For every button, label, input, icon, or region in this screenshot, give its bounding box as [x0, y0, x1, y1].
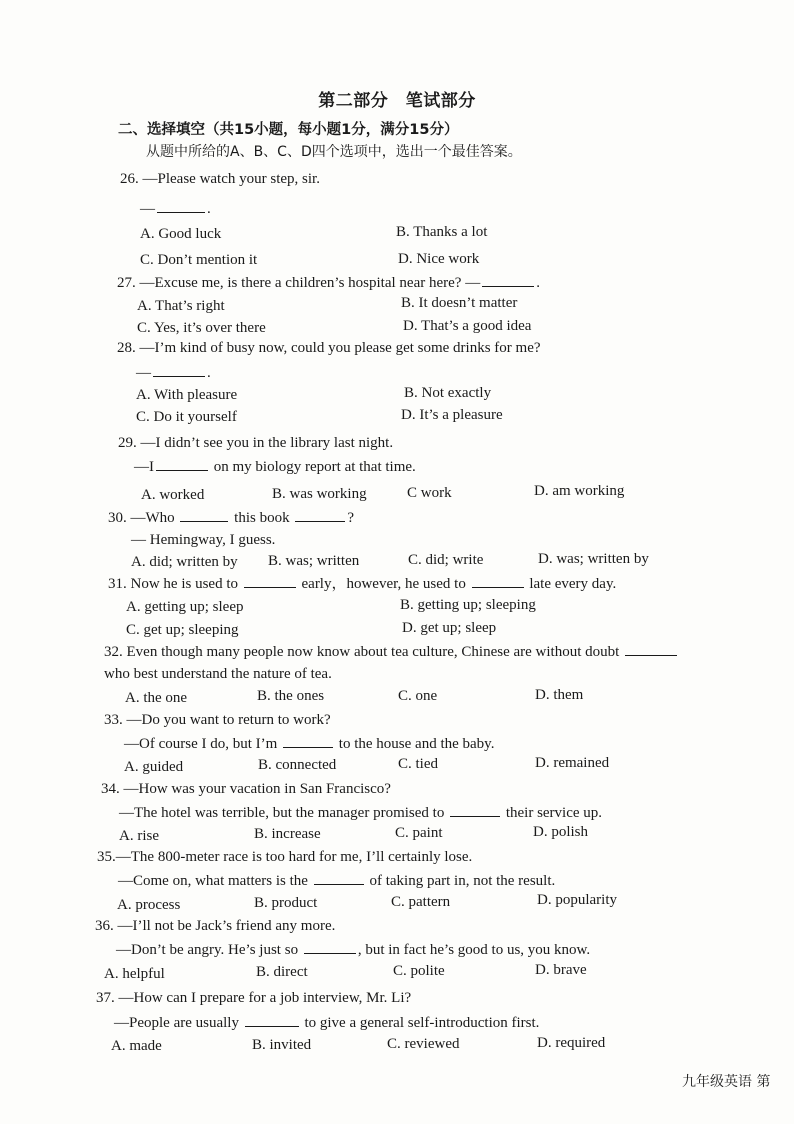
question-26-option-b: B. Thanks a lot	[396, 224, 488, 240]
page-title: 第二部分 笔试部分	[318, 91, 476, 111]
answer-blank	[304, 940, 356, 954]
answer-blank	[156, 457, 208, 471]
question-35-reply: —Come on, what matters is the of taking part in, not the result.	[118, 873, 556, 889]
question-27-option-c: C. Yes, it’s over there	[137, 320, 266, 336]
question-29-stem: 29. —I didn’t see you in the library last night.	[118, 435, 394, 451]
page-footer: 九年级英语 第	[682, 1074, 771, 1090]
question-27-option-b: B. It doesn’t matter	[401, 295, 518, 311]
question-27-option-a: A. That’s right	[137, 298, 225, 314]
question-33-option-c: C. tied	[398, 756, 438, 772]
question-30-option-b: B. was; written	[268, 553, 360, 569]
question-37-option-a: A. made	[111, 1038, 162, 1054]
answer-blank	[157, 199, 205, 213]
question-32-option-b: B. the ones	[257, 688, 325, 704]
answer-blank	[314, 871, 364, 885]
answer-blank	[283, 734, 333, 748]
question-32-option-c: C. one	[398, 688, 438, 704]
question-28-option-c: C. Do it yourself	[136, 409, 237, 425]
question-29-option-d: D. am working	[534, 483, 625, 499]
question-26-reply: — .	[140, 201, 211, 217]
question-29-option-c: C work	[407, 485, 452, 501]
question-37-option-c: C. reviewed	[387, 1036, 460, 1052]
question-29-option-a: A. worked	[141, 487, 205, 503]
question-34-reply: —The hotel was terrible, but the manager promised to their service up.	[119, 805, 603, 821]
question-28-stem: 28. —I’m kind of busy now, could you please get some drinks for me?	[117, 340, 541, 356]
question-35-option-a: A. process	[117, 897, 181, 913]
question-32-option-a: A. the one	[125, 690, 188, 706]
question-35-option-d: D. popularity	[537, 892, 617, 908]
question-32-stem-line2: who best understand the nature of tea.	[104, 666, 332, 682]
question-31-option-a: A. getting up; sleep	[126, 599, 244, 615]
question-33-stem: 33. —Do you want to return to work?	[104, 712, 331, 728]
question-31-option-b: B. getting up; sleeping	[400, 597, 536, 613]
question-34-option-d: D. polish	[533, 824, 589, 840]
question-37-reply: —People are usually to give a general self-introduction first.	[114, 1015, 540, 1031]
answer-blank	[472, 574, 524, 588]
answer-blank	[295, 508, 345, 522]
question-28-reply: — .	[136, 365, 211, 381]
question-36-option-c: C. polite	[393, 963, 445, 979]
question-31-option-d: D. get up; sleep	[402, 620, 497, 636]
question-30-option-a: A. did; written by	[131, 554, 238, 570]
answer-blank	[244, 574, 296, 588]
question-34-option-b: B. increase	[254, 826, 321, 842]
question-26-option-a: A. Good luck	[140, 226, 222, 242]
question-34-stem: 34. —How was your vacation in San Francisco?	[101, 781, 391, 797]
question-32-option-d: D. them	[535, 687, 584, 703]
question-30-option-d: D. was; written by	[538, 551, 649, 567]
section-heading: 二、选择填空（共15小题，每小题1分，满分15分）	[118, 122, 459, 138]
answer-blank	[153, 363, 205, 377]
answer-blank	[245, 1013, 299, 1027]
question-37-option-b: B. invited	[252, 1037, 312, 1053]
question-30-reply: — Hemingway, I guess.	[131, 532, 276, 548]
section-instruction: 从题中所给的A、B、C、D四个选项中，选出一个最佳答案。	[146, 144, 522, 160]
question-33-option-b: B. connected	[258, 757, 337, 773]
question-27-option-d: D. That’s a good idea	[403, 318, 532, 334]
question-32-stem: 32. Even though many people now know about tea culture, Chinese are without doubt	[104, 642, 679, 661]
question-35-option-c: C. pattern	[391, 894, 451, 910]
question-29-reply: —I on my biology report at that time.	[134, 459, 416, 475]
question-31-stem: 31. Now he is used to early，however, he used to late every day.	[108, 576, 617, 592]
answer-blank	[450, 803, 500, 817]
question-29-option-b: B. was working	[272, 486, 367, 502]
question-36-reply: —Don’t be angry. He’s just so , but in fact he’s good to us, you know.	[116, 942, 591, 958]
answer-blank	[625, 642, 677, 656]
question-26-option-d: D. Nice work	[398, 251, 480, 267]
question-26-option-c: C. Don’t mention it	[140, 252, 258, 268]
question-31-option-c: C. get up; sleeping	[126, 622, 239, 638]
question-27-stem: 27. —Excuse me, is there a children’s hospital near here? — .	[117, 275, 540, 291]
question-33-option-d: D. remained	[535, 755, 610, 771]
question-36-option-a: A. helpful	[104, 966, 165, 982]
question-34-option-c: C. paint	[395, 825, 443, 841]
question-28-option-d: D. It’s a pleasure	[401, 407, 503, 423]
question-36-option-d: D. brave	[535, 962, 587, 978]
question-34-option-a: A. rise	[119, 828, 159, 844]
answer-blank	[180, 508, 228, 522]
answer-blank	[482, 273, 534, 287]
question-37-stem: 37. —How can I prepare for a job interview, Mr. Li?	[96, 990, 412, 1006]
question-33-reply: —Of course I do, but I’m to the house and the baby.	[124, 736, 495, 752]
question-35-stem: 35.—The 800-meter race is too hard for me, I’ll certainly lose.	[97, 849, 473, 865]
question-33-option-a: A. guided	[124, 759, 184, 775]
question-37-option-d: D. required	[537, 1035, 606, 1051]
question-30-stem: 30. —Who this book ?	[108, 510, 355, 526]
question-28-option-a: A. With pleasure	[136, 387, 238, 403]
question-36-stem: 36. —I’ll not be Jack’s friend any more.	[95, 918, 336, 934]
question-26-stem: 26. —Please watch your step, sir.	[120, 171, 320, 187]
question-28-option-b: B. Not exactly	[404, 385, 492, 401]
question-30-option-c: C. did; write	[408, 552, 484, 568]
question-35-option-b: B. product	[254, 895, 318, 911]
question-36-option-b: B. direct	[256, 964, 308, 980]
